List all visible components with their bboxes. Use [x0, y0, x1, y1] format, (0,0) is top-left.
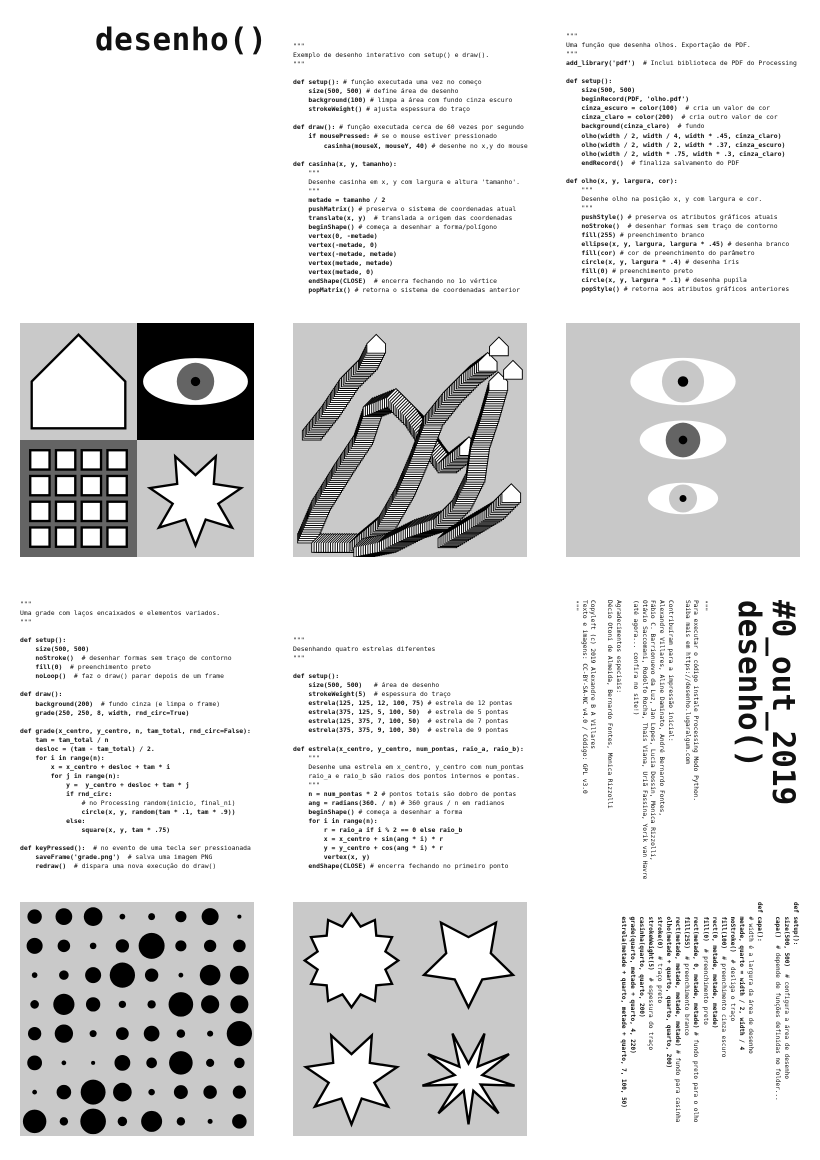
houses-drawing: [293, 323, 527, 557]
code-line: estrela(125, 375, 7, 100, 50) # estrela de 7 pontas: [293, 717, 509, 726]
code-line: vertex(metade, 0): [293, 268, 374, 277]
cover-credits: [571, 600, 709, 879]
grid-square: [82, 476, 101, 495]
grid-circle: [85, 967, 101, 983]
code-line: for i in range(n):: [293, 816, 378, 825]
code-line: if rnd_circ:: [20, 789, 113, 798]
code-line: noStroke() # desenhar formas sem traço de contorno: [566, 221, 778, 230]
code-line: redraw() # dispara uma nova execução do draw(): [20, 862, 217, 871]
code-line: [566, 68, 797, 77]
code-line: """: [293, 654, 305, 663]
grid-circle: [175, 940, 186, 951]
grid-circle: [90, 1030, 97, 1037]
code-line: endShape(CLOSE) # encerra fechando no primeiro ponto: [293, 862, 509, 871]
code-line: cinza_claro = color(200) # cria outro valor de cor: [566, 113, 778, 122]
code-line: olho(width / 2, width / 2, width * .37, cinza_escuro): [566, 140, 786, 149]
eye-bottom: [648, 483, 718, 515]
grid-circle: [32, 972, 38, 978]
code-line: rect(metade, 0, metade, metade) # fundo preto para o olho: [692, 902, 700, 1123]
code-line: fill(255) # preenchimento branco: [683, 902, 691, 1036]
code-line: stroke(0) # traço preto: [656, 902, 664, 1004]
code-line: estrela(375, 375, 9, 100, 30) # estrela de 9 pontas: [293, 726, 509, 735]
code-line: """: [566, 32, 578, 40]
eye-top: [630, 358, 735, 405]
grid-circle: [230, 995, 248, 1013]
grid-circle: [28, 1027, 41, 1040]
code-line: for j in range(n):: [20, 771, 121, 780]
grid-circle: [146, 1058, 157, 1069]
code-line: """: [20, 618, 32, 627]
grid-circle: [80, 1109, 106, 1135]
credit-line: Fábio C. Barrionuevo da Luz, Jan Lopes, Lucia Dossin, Monica Rizzolli,: [649, 600, 657, 861]
code-line: [293, 736, 524, 745]
grid-circle: [141, 1111, 162, 1132]
code-line: """: [293, 186, 320, 195]
grid-circle: [177, 1029, 186, 1038]
code-line: pushMatrix() # preserva o sistema de coordenadas atual: [293, 204, 517, 213]
code-line: popMatrix() # retorna o sistema de coordenadas anterior: [293, 286, 521, 295]
code-line: """: [293, 753, 320, 762]
grid-square: [56, 502, 75, 521]
code-line: # no Processing random(inicio, final_ni): [81, 799, 236, 808]
code-line: add_library('pdf') # Inclui biblioteca de PDF do Processing: [566, 59, 797, 68]
code-line: circle(x, y, largura * .1) # desenha pupila: [566, 276, 747, 285]
grid-square: [30, 476, 49, 495]
grid-circle: [116, 939, 129, 952]
credit-line: Texto e imagens: CC-BY-SA-NC v4.0 / Código: GPL v3.0: [580, 600, 588, 794]
code-line: def draw(): # função executada cerca de 60 vezes por segundo: [293, 123, 524, 132]
house-stamp: [502, 484, 521, 503]
grid-circle: [53, 994, 74, 1015]
code-line: estrela(125, 125, 12, 100, 75) # estrela de 12 pontas: [293, 699, 513, 708]
code-line: def setup():: [792, 902, 799, 946]
grid-circle: [148, 913, 155, 920]
cover-title-line-1: #0_out_2019: [765, 600, 801, 806]
code-line: cinza_escuro = color(100) # cria um valor de cor: [566, 104, 770, 113]
code-line: """: [293, 168, 320, 177]
code-line: fill(0) # preenchimento preto: [20, 663, 151, 672]
code-line: def capa():: [755, 902, 763, 942]
code-line: """: [566, 50, 578, 59]
grid-circle: [119, 1001, 126, 1008]
grid-circle: [147, 1000, 155, 1008]
code-line: [293, 151, 528, 160]
code-line: """: [566, 185, 593, 194]
code-line: tam = tam_total / n: [20, 735, 109, 744]
code-line: size(500, 500) # área de desenho: [293, 681, 440, 690]
grid-square: [56, 476, 75, 495]
grid-square: [30, 450, 49, 469]
grid-circle: [232, 1114, 247, 1129]
credit-line: Agradecimentos especiais:: [615, 600, 623, 694]
code-line: olho(width / 2, width * .75, width * .3, cinza_claro): [566, 149, 786, 158]
code-line: # width é a largura da área de desenho: [746, 916, 754, 1054]
eyes-panel: [566, 323, 800, 557]
code-line: size(500, 500) # define área de desenho: [293, 87, 459, 96]
code-line: estrela(metade + quarto, metade + quarto, 7, 100, 50): [620, 902, 628, 1108]
code-block-grid: [20, 600, 251, 871]
code-line: popStyle() # retorna aos atributos gráficos anteriores: [566, 285, 790, 294]
grid-circle: [234, 1058, 245, 1069]
credit-line: (até agora... confira no site!): [632, 600, 640, 716]
star-9-points: [422, 1034, 514, 1125]
code-line: beginShape() # começa a desenhar a forma: [293, 807, 463, 816]
grid-circle: [208, 1119, 213, 1124]
grid-circle: [207, 1031, 213, 1037]
code-line: vertex(-metade, metade): [293, 250, 397, 259]
code-line: vertex(x, y): [293, 853, 370, 862]
code-line: grade(250, 250, 8, width, rnd_circ=True): [20, 708, 190, 717]
code-block-eyes: [566, 32, 797, 294]
page-title: desenho(): [95, 22, 268, 58]
code-line: size(500, 500) # configura a área de desenho: [782, 902, 790, 1080]
grid-circle: [59, 970, 69, 980]
grid-circle: [204, 940, 216, 952]
code-line: def setup():: [20, 636, 67, 645]
house-stamp: [490, 337, 509, 356]
grid-circle: [237, 915, 241, 919]
code-line: [20, 681, 251, 690]
code-line: Uma grade com laços encaixados e elementos variados.: [20, 609, 221, 618]
star-7-points: [306, 1035, 397, 1124]
code-line: def setup():: [566, 77, 613, 86]
grid-circle: [206, 1059, 214, 1067]
code-line: [293, 69, 528, 78]
grid-circle: [56, 908, 73, 925]
credit-line: Copyleft (c) 2019 Alexandre B A Villares: [589, 600, 597, 750]
code-line: """: [293, 780, 320, 789]
code-line: size(500, 500): [20, 645, 90, 654]
code-line: def setup():: [293, 672, 340, 681]
code-line: fill(cor) # cor de preenchimento do parâmetro: [566, 249, 755, 258]
code-line: metade = tamanho / 2: [293, 195, 386, 204]
grid-square: [107, 527, 126, 546]
grid-circle: [27, 1055, 42, 1070]
code-line: [566, 168, 797, 177]
code-line: casinha(quarto, quarto, 200): [638, 902, 646, 1018]
grid-circle: [84, 907, 103, 926]
code-line: else:: [20, 817, 86, 826]
code-line: fill(0) # preenchimento preto: [566, 267, 693, 276]
code-line: square(x, y, tam * .75): [20, 826, 171, 835]
grid-circle: [233, 940, 246, 953]
code-line: n = num_pontas * 2 # pontos totais são dobro de pontas: [293, 789, 517, 798]
code-line: y = y_centro + cos(ang * i) * r: [293, 844, 444, 853]
code-line: noStroke() # desenhar formas sem traço de contorno: [20, 654, 232, 663]
code-line: strokeWeight(5) # espessura do traço: [293, 690, 451, 699]
code-block-stars: [293, 636, 524, 871]
code-line: ellipse(x, y, largura, largura * .45) # desenha branco: [566, 240, 790, 249]
cover-title-line-2: desenho(): [731, 600, 767, 768]
grid-circle: [174, 1085, 188, 1099]
code-line: ang = radians(360. / n) # 360 graus / n em radianos: [293, 798, 505, 807]
houses-panel: [293, 323, 527, 557]
grid-square: [82, 450, 101, 469]
house-stamp: [367, 334, 386, 353]
code-line: endShape(CLOSE) # encerra fechando no 1o vértice: [293, 277, 497, 286]
code-line: def setup(): # função executada uma vez no começo: [293, 78, 482, 87]
code-line: desloc = (tam - tam_total) / 2.: [20, 744, 155, 753]
code-line: fill(255) # preenchimento branco: [566, 231, 705, 240]
grid-circle: [27, 938, 43, 954]
grid-circle: [90, 943, 97, 950]
grid-circle: [169, 992, 194, 1017]
credit-line: """: [572, 600, 580, 612]
code-line: def draw():: [20, 690, 63, 699]
code-line: noLoop() # faz o draw() parar depois de um frame: [20, 672, 224, 681]
code-line: strokeWeight(5) # espessura do traço: [647, 902, 655, 1051]
code-line: [20, 718, 251, 727]
grid-circle: [32, 1090, 37, 1095]
credit-line: Alexandre Villares, Aline Daminato, André Bernardo Fontes,: [658, 600, 666, 817]
code-line: """: [566, 203, 593, 212]
grid-circle: [86, 997, 100, 1011]
grid-circle: [110, 962, 135, 987]
code-line: saveFrame('grade.png') # salva uma imagem PNG: [20, 853, 213, 862]
code-block-capa: [619, 902, 800, 1122]
code-line: vertex(-metade, 0): [293, 241, 378, 250]
code-line: background(200) # fundo cinza (e limpa o frame): [20, 699, 221, 708]
grid-circle: [23, 1110, 46, 1133]
grid-circle: [203, 1085, 216, 1098]
code-line: [764, 902, 773, 1122]
code-line: endRecord() # finaliza salvamento do PDF: [566, 158, 740, 167]
code-line: r = raio_a if i % 2 == 0 else raio_b: [293, 825, 463, 834]
code-line: translate(x, y) # translada a origem das coordenadas: [293, 213, 513, 222]
code-line: """: [20, 600, 32, 608]
code-line: background(100) # limpa a área com fundo cinza escuro: [293, 96, 513, 105]
grid-circle: [116, 1027, 129, 1040]
code-line: [20, 835, 251, 844]
code-line: beginShape() # começa a desenhar a forma/polígono: [293, 222, 497, 231]
code-line: Desenhe olho na posição x, y com largura e cor.: [566, 194, 763, 203]
grid-circle: [57, 1085, 72, 1100]
grid-circle: [27, 909, 41, 923]
grid-circle: [58, 940, 71, 953]
code-line: for i in range(n):: [20, 753, 105, 762]
code-line: size(500, 500): [566, 86, 636, 95]
code-line: vertex(0, -metade): [293, 231, 378, 240]
grid-circle: [55, 1024, 73, 1042]
house-stamp: [504, 360, 523, 379]
grid-circle: [177, 1117, 185, 1125]
code-line: Uma função que desenha olhos. Exportação de PDF.: [566, 41, 751, 50]
code-line: [293, 114, 528, 123]
grid-circle: [230, 966, 249, 985]
code-line: rect(0, metade, metade, metade): [710, 902, 718, 1029]
code-line: Desenhe uma estrela em x_centro, y_centro com num_pontas: [293, 762, 524, 771]
code-line: circle(x, y, largura * .4) # desenha íris: [566, 258, 740, 267]
grid-square: [30, 527, 49, 546]
code-line: [20, 627, 251, 636]
code-line: capa() # depende de funções definidas no folder...: [773, 902, 781, 1101]
grid-circle: [118, 1117, 127, 1126]
code-line: beginRecord(PDF, 'olho.pdf'): [566, 95, 690, 104]
code-line: raio_a e raio_b são raios dos pontos internos e pontas.: [293, 771, 521, 780]
circles-grid-drawing: [20, 902, 254, 1136]
grid-circle: [233, 1086, 246, 1099]
eyes-drawing: [566, 323, 800, 557]
grid-circle: [227, 1021, 252, 1046]
capa-code-block: [620, 902, 800, 1152]
grid-circle: [114, 1055, 130, 1071]
grid-circle: [144, 1026, 160, 1042]
code-line: estrela(375, 125, 5, 100, 50) # estrela de 5 pontas: [293, 708, 509, 717]
code-line: pushStyle() # preserva os atributos gráficos atuais: [566, 212, 778, 221]
code-line: fill(0) # preenchimento preto: [701, 902, 709, 1025]
grid-circle: [178, 973, 183, 978]
code-line: grade(quarto, metade + quarto, 4, 220): [629, 902, 637, 1054]
grid-circle: [202, 908, 219, 925]
code-block-interactive: [293, 42, 528, 295]
code-line: def grade(x_centro, y_centro, n, tam_total, rnd_circ=False):: [20, 726, 251, 735]
grid-circle: [119, 914, 125, 920]
grid-square: [30, 502, 49, 521]
star-5-points: [424, 923, 513, 1008]
code-line: if mousePressed: # se o mouse estiver pressionado: [293, 132, 497, 141]
star-12-points: [305, 914, 399, 1008]
eye-pupil: [191, 377, 200, 386]
credit-line: Otávio Saccomani, Rodolfo Rocha, Thaís Viana, Uriã Fassina, Yorik van Havre: [640, 600, 648, 880]
code-line: x = x_centro + desloc + tam * i: [20, 762, 171, 771]
grid-circle: [113, 1083, 132, 1102]
grid-circle: [145, 968, 158, 981]
stars-drawing: [293, 902, 527, 1136]
grid-circle: [148, 1089, 155, 1096]
code-line: """: [293, 60, 305, 69]
code-line: fill(100) # preenchimento cinza escuro: [719, 902, 727, 1058]
code-line: def estrela(x_centro, y_centro, num_pontas, raio_a, raio_b):: [293, 744, 524, 753]
circles-grid-panel: [20, 902, 254, 1136]
grid-square: [82, 527, 101, 546]
grid-circle: [201, 995, 219, 1013]
credit-line: """: [701, 600, 708, 612]
code-line: strokeWeight() # ajusta espessura do traço: [293, 105, 470, 114]
grid-circle: [139, 933, 165, 959]
stars-panel: [293, 902, 527, 1136]
grid-square: [107, 502, 126, 521]
code-line: [293, 663, 524, 672]
code-line: casinha(mouseX, mouseY, 40) # desenhe no x,y do mouse: [293, 141, 528, 150]
code-line: """: [293, 42, 305, 50]
code-line: background(cinza_claro) # fundo: [566, 122, 705, 131]
credit-line: [622, 600, 631, 879]
grid-circle: [60, 1117, 68, 1125]
grid-circle: [30, 1000, 39, 1009]
code-line: def olho(x, y, largura, cor):: [566, 176, 678, 185]
code-line: x = x_centro + sin(ang * i) * r: [293, 835, 444, 844]
grid-circle: [81, 1080, 106, 1105]
credit-line: [674, 600, 683, 879]
grid-circle: [91, 1061, 95, 1065]
cover-art-drawing: [20, 323, 254, 557]
grid-circle: [175, 911, 186, 922]
eye-middle: [640, 421, 727, 460]
grid-square: [82, 502, 101, 521]
grid-square: [107, 450, 126, 469]
grid-circle: [62, 1061, 67, 1066]
code-line: Exemplo de desenho interativo com setup() e draw().: [293, 51, 490, 60]
grid-square: [56, 450, 75, 469]
grid-square: [56, 527, 75, 546]
code-line: def keyPressed(): # no evento de uma tecla ser pressioanada: [20, 844, 251, 853]
cover-art-panel: [20, 323, 254, 557]
code-line: noStroke() # desliga o traço: [728, 902, 736, 1022]
code-line: metade, quarto = width / 2, width / 4: [737, 902, 745, 1051]
credit-line: Saiba mais em https://desenho.lugaralgum.com: [683, 600, 691, 764]
credit-line: Para executar o código instale Processing Modo Python.: [692, 600, 700, 802]
code-line: Desenhe casinha em x, y com largura e altura 'tamanho'.: [293, 177, 521, 186]
code-line: y = y_centro + desloc + tam * j: [20, 780, 190, 789]
code-line: Desenhando quatro estrelas diferentes: [293, 645, 436, 654]
code-line: olho(width / 2, width / 4, width * .45, cinza_claro): [566, 131, 782, 140]
grid-square: [107, 476, 126, 495]
code-line: """: [293, 636, 305, 644]
code-line: vertex(metade, metade): [293, 259, 394, 268]
grid-circle: [200, 965, 221, 986]
code-line: circle(x, y, random(tam * .1, tam * .9)): [20, 808, 236, 817]
credit-line: [596, 600, 605, 879]
code-line: rect(metade, metade, metade, metade) # fundo para casinha: [674, 902, 682, 1123]
code-line: olho(metade + quarto, quarto, quarto, 200): [665, 902, 673, 1069]
credit-line: Contribuíram para a impressão inicial:: [666, 600, 674, 742]
credit-line: Décio Otoni de Almeida, Bernardo Fontes, Monica Rizzolli: [606, 600, 614, 809]
grid-circle: [169, 1051, 193, 1075]
code-line: def casinha(x, y, tamanho):: [293, 159, 397, 168]
